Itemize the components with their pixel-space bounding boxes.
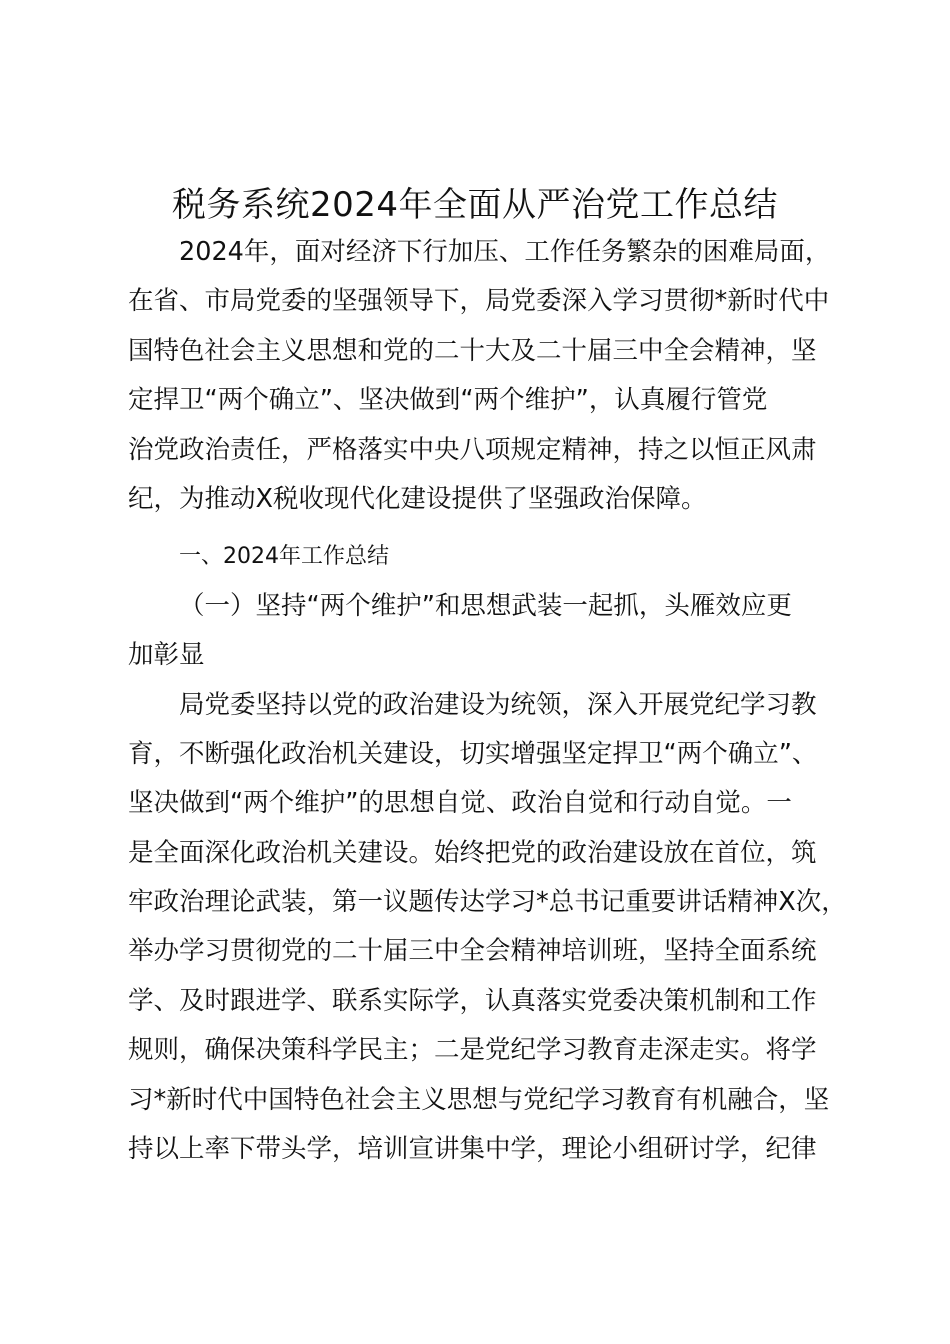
intro-line: 2024年，面对经济下行加压、工作任务繁杂的困难局面，	[179, 237, 831, 267]
paragraph-gap	[128, 524, 854, 532]
paragraph-line: 坚决做到“两个维护”的思想自觉、政治自觉和行动自觉。一	[128, 788, 792, 819]
paragraph-line: 局党委坚持以党的政治建设为统领，深入开展党纪学习教	[179, 689, 817, 720]
paragraph-line: 持以上率下带头学，培训宣讲集中学，理论小组研讨学，纪律	[128, 1134, 817, 1165]
paragraph-line: 牢政治理论武装，第一议题传达学习*总书记重要讲话精神X次，	[128, 887, 847, 918]
intro-line: 在省、市局党委的坚强领导下，局党委深入学习贯彻*新时代中	[128, 286, 830, 317]
intro-paragraph	[128, 228, 854, 524]
paragraph-line: 是全面深化政治机关建设。始终把党的政治建设放在首位，筑	[128, 837, 817, 868]
body-paragraph	[128, 681, 854, 1175]
paragraph-line: 学、及时跟进学、联系实际学，认真落实党委决策机制和工作	[128, 985, 817, 1016]
section-heading: 一、2024年工作总结	[179, 544, 389, 570]
subsection-heading	[128, 582, 854, 681]
subsection-heading-line: 加彰显	[128, 640, 205, 671]
intro-line: 治党政治责任，严格落实中央八项规定精神，持之以恒正风肃	[128, 434, 817, 465]
paragraph-line: 举办学习贯彻党的二十届三中全会精神培训班，坚持全面系统	[128, 936, 817, 967]
subsection-heading-line: （一）坚持“两个维护”和思想武装一起抓，头雁效应更	[179, 590, 792, 621]
paragraph-line: 育，不断强化政治机关建设，切实增强坚定捍卫“两个确立”、	[128, 738, 818, 769]
intro-line: 定捍卫“两个确立”、坚决做到“两个维护”，认真履行管党	[128, 385, 768, 416]
paragraph-line: 规则，确保决策科学民主；二是党纪学习教育走深走实。将学	[128, 1035, 817, 1066]
intro-line: 纪，为推动X税收现代化建设提供了坚强政治保障。	[128, 483, 707, 514]
intro-line: 国特色社会主义思想和党的二十大及二十届三中全会精神，坚	[128, 335, 817, 366]
document-body	[128, 228, 854, 1174]
paragraph-line: 习*新时代中国特色社会主义思想与党纪学习教育有机融合，坚	[128, 1084, 830, 1115]
document-title: 税务系统2024年全面从严治党工作总结	[171, 185, 779, 225]
